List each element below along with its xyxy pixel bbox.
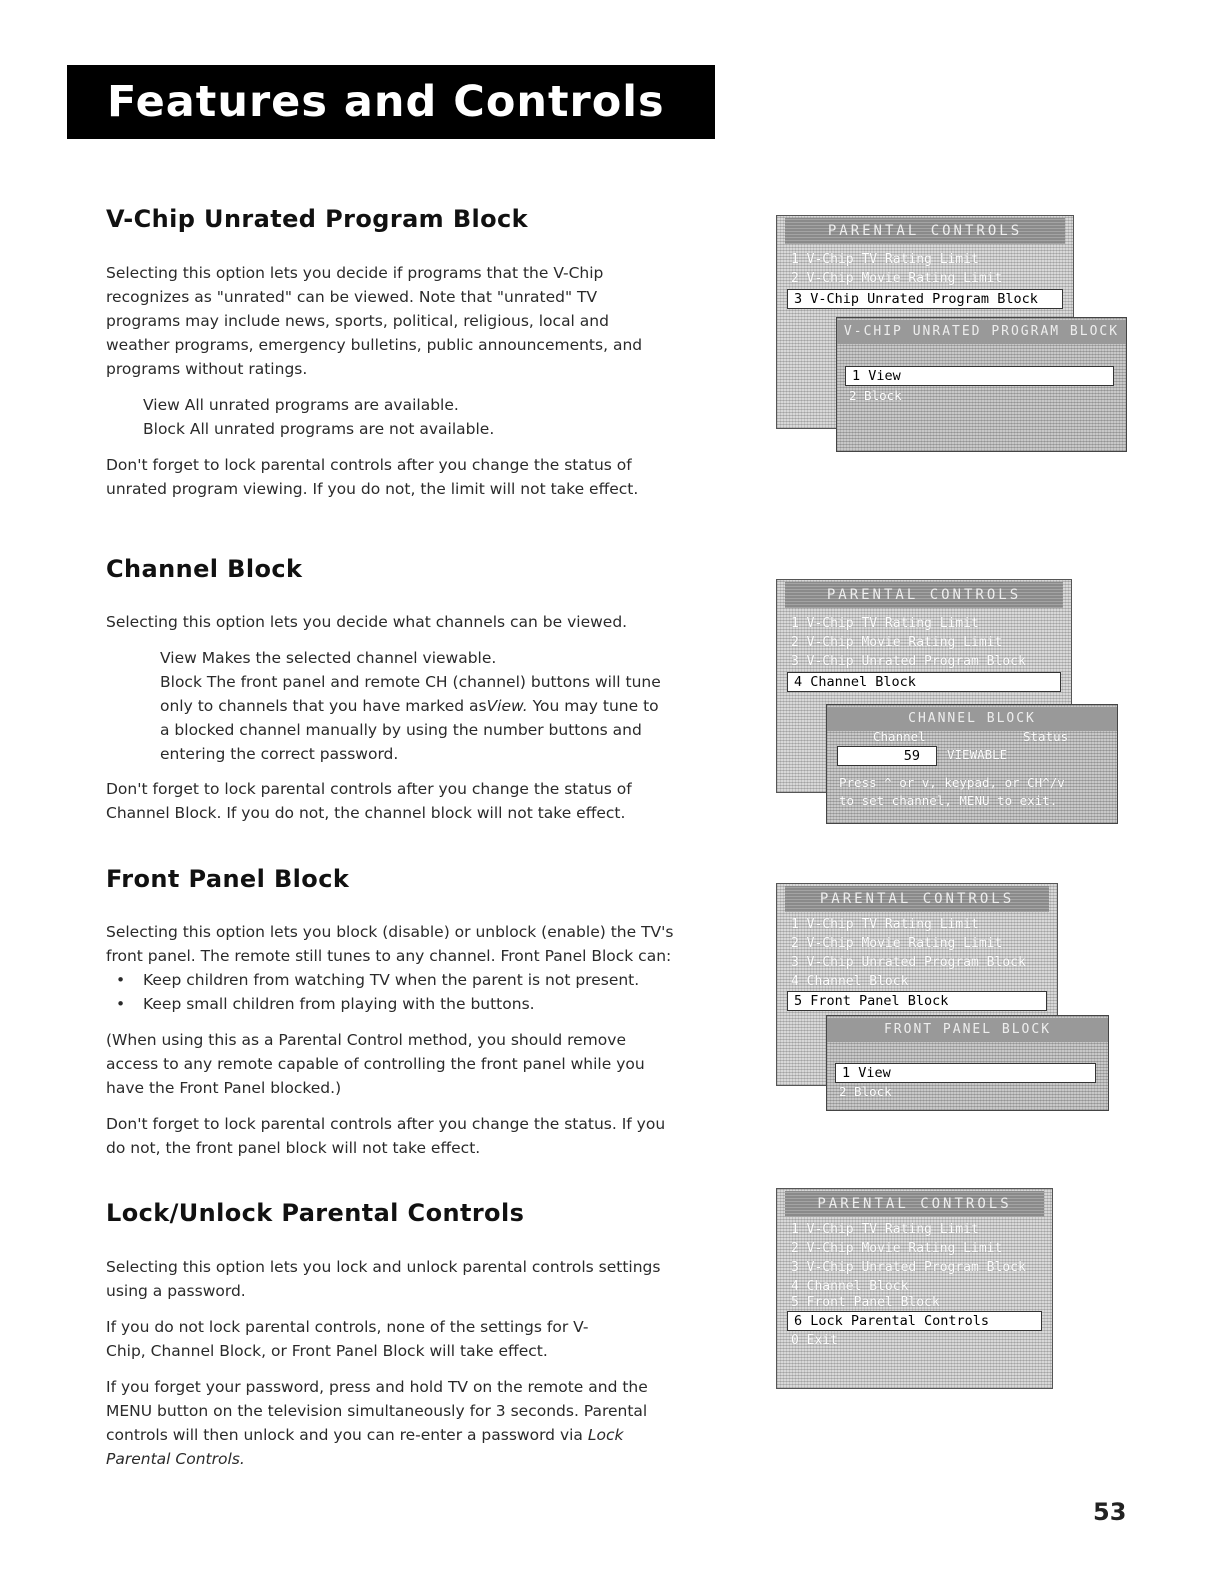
menu-item-selected[interactable]: 5 Front Panel Block <box>787 991 1047 1011</box>
menu-title: PARENTAL CONTROLS <box>785 886 1049 912</box>
body-line: Selecting this option lets you block (disable) or unblock (enable) the TV's <box>106 923 674 941</box>
menu-item: 4 Channel Block <box>791 974 909 989</box>
menu-item-selected[interactable]: 3 V-Chip Unrated Program Block <box>787 289 1063 309</box>
body-line: weather programs, emergency bulletins, public announcements, and <box>106 336 643 354</box>
menu-item: 3 V-Chip Unrated Program Block <box>791 955 1026 970</box>
column-channel-label: Channel <box>873 729 926 744</box>
body-line: controls will then unlock and you can re-enter a password via Lock <box>106 1426 624 1444</box>
reminder-line: do not, the front panel block will not take effect. <box>106 1139 481 1157</box>
option-block: Block The front panel and remote CH (channel) buttons will tune <box>160 673 661 691</box>
body-line: Chip, Channel Block, or Front Panel Block will take effect. <box>106 1342 548 1360</box>
menu-item: 2 V-Chip Movie Rating Limit <box>791 1241 1003 1256</box>
tv-submenu-channel-block <box>826 704 1118 824</box>
heading-front-panel-block: Front Panel Block <box>106 865 350 893</box>
body-line: MENU button on the television simultaneously for 3 seconds. Parental <box>106 1402 648 1420</box>
tv-screen-lock <box>776 1188 1053 1389</box>
submenu-title: CHANNEL BLOCK <box>827 707 1117 731</box>
page-number: 53 <box>1093 1498 1127 1526</box>
body-line: Selecting this option lets you lock and unlock parental controls settings <box>106 1258 661 1276</box>
body-line: Selecting this option lets you decide what channels can be viewed. <box>106 613 628 631</box>
option-block-cont: only to channels that you have marked asView. You may tune to <box>160 697 659 715</box>
body-line: If you do not lock parental controls, none of the settings for V- <box>106 1318 589 1336</box>
help-line: to set channel, MENU to exit. <box>839 793 1058 808</box>
reminder-line: unrated program viewing. If you do not, the limit will not take effect. <box>106 480 639 498</box>
menu-title: PARENTAL CONTROLS <box>785 218 1065 244</box>
menu-item: 2 V-Chip Movie Rating Limit <box>791 936 1003 951</box>
menu-item: 5 Front Panel Block <box>791 1295 940 1310</box>
tv-submenu-unrated <box>836 317 1127 452</box>
submenu-item[interactable]: 2 Block <box>839 1084 892 1099</box>
heading-vchip-unrated: V-Chip Unrated Program Block <box>106 205 529 233</box>
chapter-title: Features and Controls <box>107 77 665 127</box>
body-line: Selecting this option lets you decide if programs that the V-Chip <box>106 264 604 282</box>
reminder-line: Don't forget to lock parental controls after you change the status of <box>106 456 632 474</box>
reminder-line: Channel Block. If you do not, the channel block will not take effect. <box>106 804 626 822</box>
heading-channel-block: Channel Block <box>106 555 303 583</box>
channel-number-field[interactable]: 59 <box>837 746 937 766</box>
body-line: Parental Controls. <box>106 1450 245 1468</box>
reminder-line: Don't forget to lock parental controls after you change the status. If you <box>106 1115 666 1133</box>
option-block-cont: a blocked channel manually by using the number buttons and <box>160 721 642 739</box>
menu-item: 3 V-Chip Unrated Program Block <box>791 1260 1026 1275</box>
column-status-label: Status <box>1023 729 1069 744</box>
bullet-dot: • <box>116 971 126 989</box>
body-line: using a password. <box>106 1282 246 1300</box>
body-line: recognizes as "unrated" can be viewed. Note that "unrated" TV <box>106 288 598 306</box>
option-block-cont: entering the correct password. <box>160 745 399 763</box>
submenu-item-selected[interactable]: 1 View <box>845 366 1114 386</box>
note-line: have the Front Panel blocked.) <box>106 1079 342 1097</box>
menu-item-selected[interactable]: 4 Channel Block <box>787 672 1061 692</box>
menu-item: 4 Channel Block <box>791 1279 909 1294</box>
menu-title: PARENTAL CONTROLS <box>785 1191 1044 1217</box>
submenu-title: V-CHIP UNRATED PROGRAM BLOCK <box>837 320 1126 344</box>
menu-item: 3 V-Chip Unrated Program Block <box>791 654 1026 669</box>
menu-item-selected[interactable]: 6 Lock Parental Controls <box>787 1311 1042 1331</box>
option-view: View Makes the selected channel viewable. <box>160 649 497 667</box>
note-line: access to any remote capable of controlling the front panel while you <box>106 1055 645 1073</box>
body-line: programs may include news, sports, political, religious, local and <box>106 312 609 330</box>
menu-item: 1 V-Chip TV Rating Limit <box>791 252 979 267</box>
menu-item: 1 V-Chip TV Rating Limit <box>791 1222 979 1237</box>
submenu-item[interactable]: 2 Block <box>849 388 902 403</box>
menu-item: 1 V-Chip TV Rating Limit <box>791 917 979 932</box>
menu-item: 1 V-Chip TV Rating Limit <box>791 616 979 631</box>
bullet-item: Keep children from watching TV when the parent is not present. <box>143 971 640 989</box>
submenu-title: FRONT PANEL BLOCK <box>827 1018 1108 1042</box>
menu-item: 2 V-Chip Movie Rating Limit <box>791 635 1003 650</box>
body-line: If you forget your password, press and hold TV on the remote and the <box>106 1378 648 1396</box>
body-line: programs without ratings. <box>106 360 308 378</box>
note-line: (When using this as a Parental Control method, you should remove <box>106 1031 626 1049</box>
channel-status-value: VIEWABLE <box>947 747 1008 762</box>
menu-item: 0 Exit <box>791 1333 838 1348</box>
menu-title: PARENTAL CONTROLS <box>785 582 1063 608</box>
help-line: Press ^ or v, keypad, or CH^/v <box>839 775 1065 790</box>
reminder-line: Don't forget to lock parental controls after you change the status of <box>106 780 632 798</box>
heading-lock-unlock: Lock/Unlock Parental Controls <box>106 1199 525 1227</box>
chapter-banner <box>67 65 715 139</box>
menu-item: 2 V-Chip Movie Rating Limit <box>791 271 1003 286</box>
bullet-item: Keep small children from playing with the buttons. <box>143 995 535 1013</box>
option-view: View All unrated programs are available. <box>143 396 459 414</box>
tv-submenu-front-panel <box>826 1015 1109 1111</box>
bullet-dot: • <box>116 995 126 1013</box>
option-block: Block All unrated programs are not available. <box>143 420 495 438</box>
submenu-item-selected[interactable]: 1 View <box>835 1063 1096 1083</box>
body-line: front panel. The remote still tunes to any channel. Front Panel Block can: <box>106 947 672 965</box>
